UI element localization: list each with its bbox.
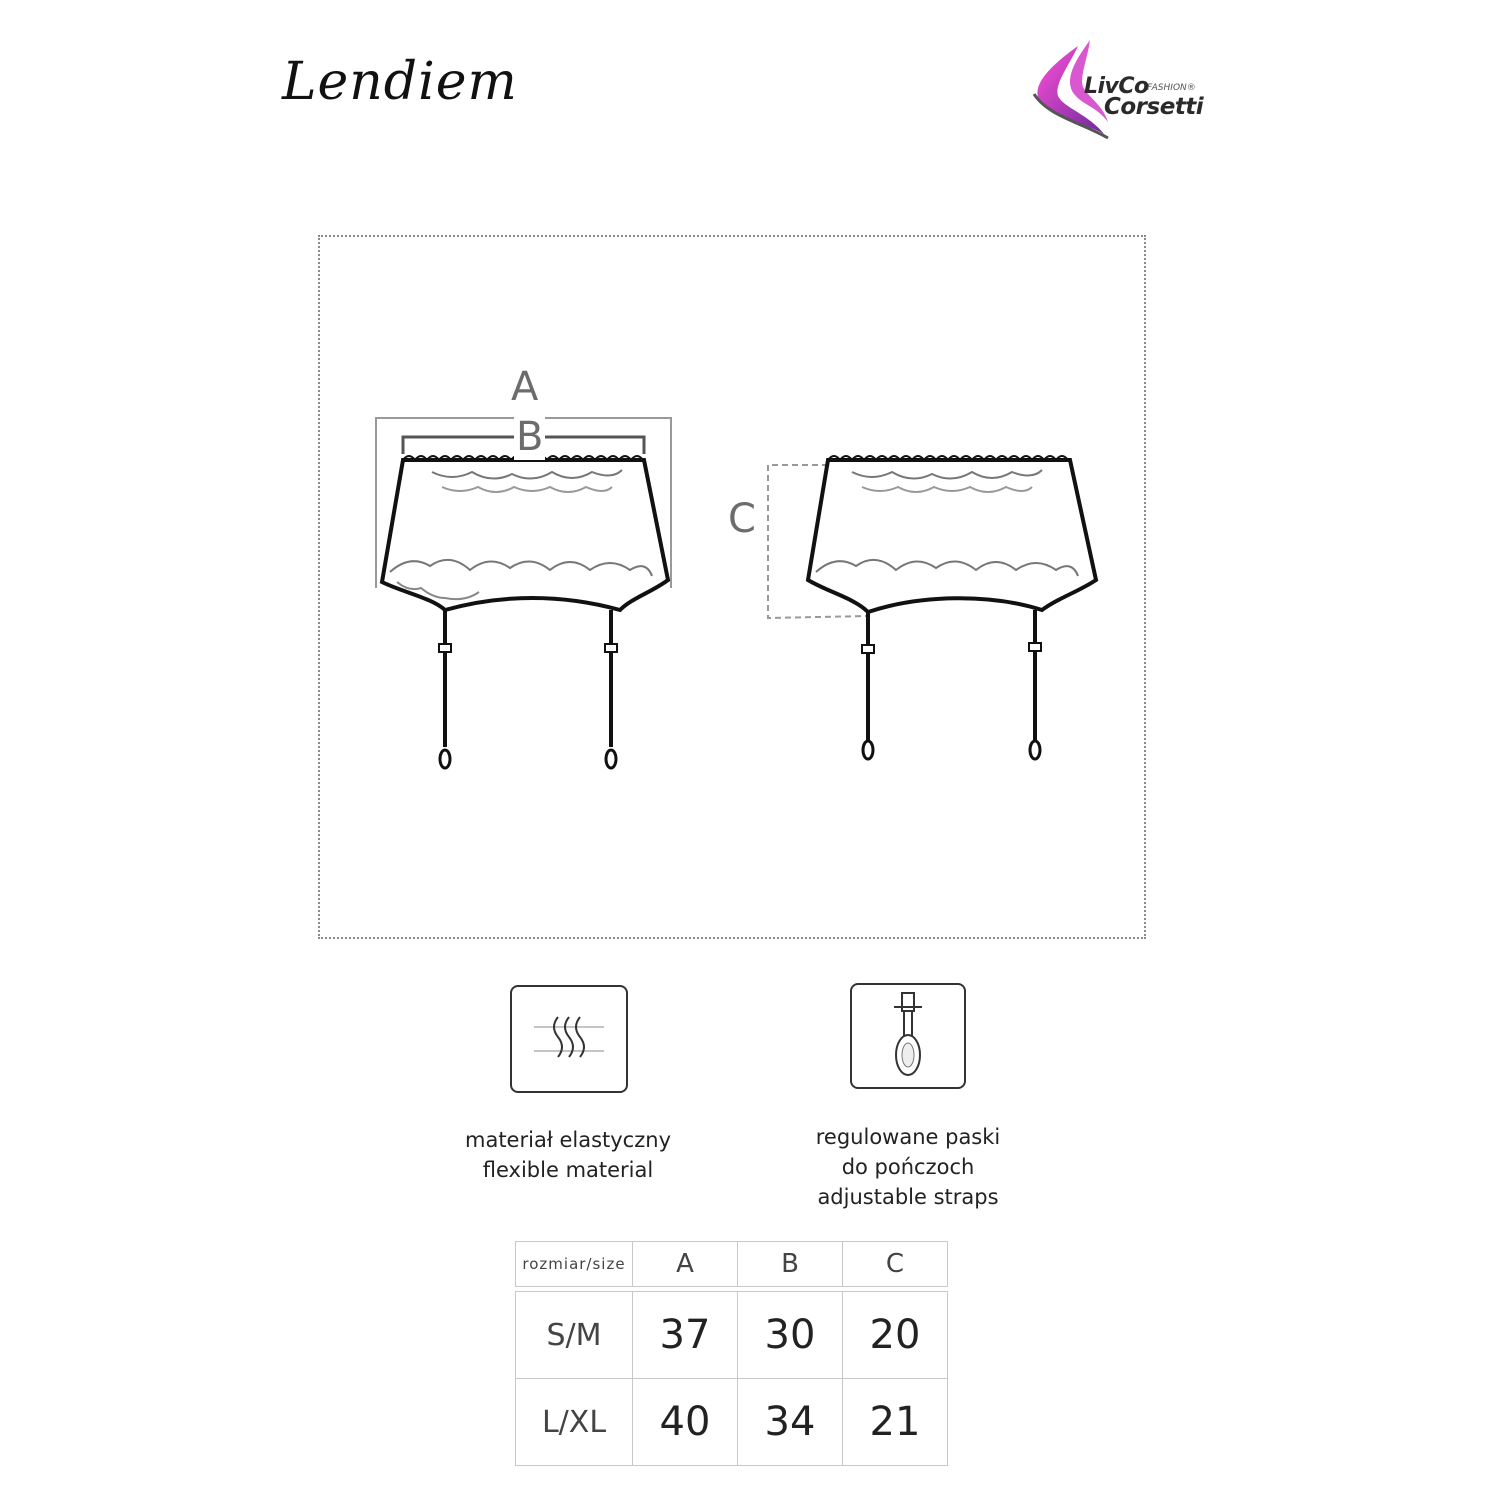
value-cell: 21 xyxy=(843,1379,948,1466)
dimension-label-b: B xyxy=(516,414,544,460)
feature-elastic-text xyxy=(440,1125,696,1185)
dimension-label-c: C xyxy=(728,496,756,542)
dimension-label-a: A xyxy=(511,364,539,410)
value-cell: 30 xyxy=(738,1292,843,1379)
garter-belt-back xyxy=(768,456,1096,759)
measurement-diagram xyxy=(318,235,1146,939)
value-cell: 20 xyxy=(843,1292,948,1379)
table-row xyxy=(516,1379,948,1466)
garter-belt-front xyxy=(376,418,671,768)
value-cell: 37 xyxy=(633,1292,738,1379)
feature-elastic-pl: materiał elastyczny xyxy=(465,1128,671,1152)
size-table-corner: rozmiar/size xyxy=(516,1242,633,1287)
feature-straps-pl-2: do pończoch xyxy=(841,1155,975,1179)
feature-straps-text xyxy=(790,1122,1026,1212)
brand-logo xyxy=(1030,36,1230,146)
size-table-header xyxy=(516,1242,948,1287)
size-table xyxy=(515,1241,948,1466)
table-row xyxy=(516,1292,948,1379)
strap-clip-icon xyxy=(850,983,966,1089)
stretch-icon xyxy=(510,985,628,1093)
value-cell: 40 xyxy=(633,1379,738,1466)
brand-name-line1: LivCo xyxy=(1084,74,1149,99)
feature-elastic-en: flexible material xyxy=(482,1158,654,1182)
row-size-label: S/M xyxy=(516,1292,633,1379)
column-header-b: B xyxy=(738,1242,843,1287)
row-size-label: L/XL xyxy=(516,1379,633,1466)
feature-straps-en: adjustable straps xyxy=(817,1185,999,1209)
brand-fashion-mark: FASHION® xyxy=(1147,83,1196,93)
product-name: Lendiem xyxy=(282,52,518,112)
value-cell: 34 xyxy=(738,1379,843,1466)
garter-belt-drawing xyxy=(320,237,1148,941)
feature-straps-pl-1: regulowane paski xyxy=(815,1125,1001,1149)
column-header-a: A xyxy=(633,1242,738,1287)
column-header-c: C xyxy=(843,1242,948,1287)
brand-name-line2: Corsetti xyxy=(1104,94,1204,120)
